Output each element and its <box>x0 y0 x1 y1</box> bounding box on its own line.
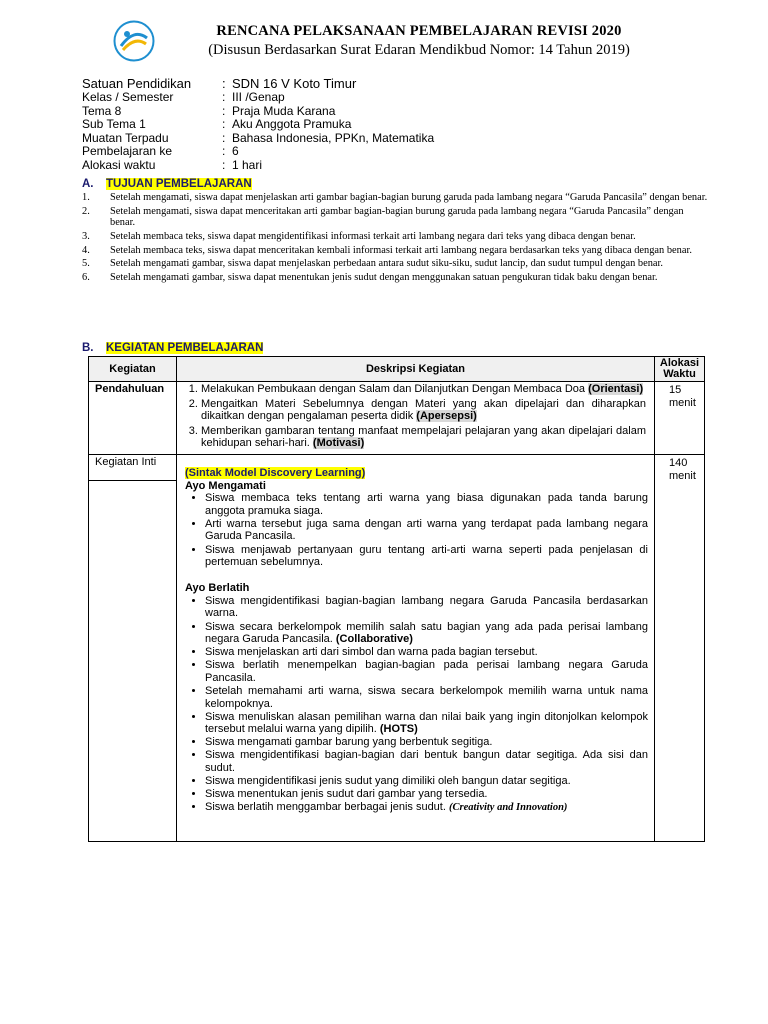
item-number: 5. <box>82 258 90 270</box>
list-item: • Siswa menjawab pertanyaan guru tentang arti-arti warna seperti pada penjelasan di pertemuan sebelumnya. <box>205 544 648 569</box>
identity-label: Satuan Pendidikan <box>82 76 192 91</box>
item-text: Siswa mengidentifikasi bagian-bagian lambang negara Garuda Pancasila berdasarkan warna. <box>205 594 648 620</box>
item-number: 3. <box>82 230 90 242</box>
item-text: Siswa berlatih menempelkan bagian-bagian pada perisai lambang negara Garuda Pancasila. <box>205 659 648 684</box>
section-number: A. <box>82 178 94 190</box>
column-header: Kegiatan <box>89 357 177 382</box>
identity-label: Tema 8 <box>82 103 122 118</box>
table-header-row <box>89 357 705 382</box>
item-text: Setelah mengamati gambar, siswa dapat menentukan jenis sudut dengan menggunakan satuan pengukuran tidak baku dengan benar. <box>110 272 658 284</box>
identity-label: Pembelajaran ke <box>82 144 173 159</box>
observe-list <box>185 492 648 569</box>
list-item <box>205 749 648 774</box>
identity-label: Sub Tema 1 <box>82 117 146 132</box>
identity-value: SDN 16 V Koto Timur <box>232 76 357 91</box>
item-tag: (HOTS) <box>379 723 418 736</box>
section-number: B. <box>82 342 94 354</box>
list-item <box>201 425 646 450</box>
item-number: 4. <box>82 244 90 256</box>
phase-cell <box>89 454 177 841</box>
spacer <box>185 458 648 467</box>
identity-sep: : <box>222 103 226 118</box>
practice-list <box>185 595 648 815</box>
column-header: Alokasi Waktu <box>655 357 705 382</box>
subsection-title: Ayo Mengamati <box>185 479 266 492</box>
list-item <box>205 788 648 801</box>
list-item <box>205 685 648 710</box>
step-text: Melakukan Pembukaan dengan Salam dan Dilanjutkan Dengan Membaca Doa <box>201 383 586 395</box>
identity-row <box>82 132 434 146</box>
document-subtitle: (Disusun Berdasarkan Surat Edaran Mendikbud Nomor: 14 Tahun 2019) <box>208 42 630 58</box>
description-cell <box>177 382 655 455</box>
item-number: 2. <box>82 205 90 217</box>
table-row <box>89 382 705 455</box>
identity-row <box>82 77 434 91</box>
identity-value: 6 <box>232 144 239 159</box>
identity-value: 1 hari <box>232 157 263 172</box>
step-tag: (Orientasi) <box>588 383 644 395</box>
list-item <box>82 206 708 228</box>
sintak-label: (Sintak Model Discovery Learning) <box>185 466 366 479</box>
identity-value: III /Genap <box>232 90 285 104</box>
step-text: Mengaitkan Materi Sebelumnya dengan Materi yang akan dipelajari dan diharapkan dikaitkan dengan pengalaman peserta didik <box>201 397 646 423</box>
list-item <box>205 711 648 736</box>
section-a-heading <box>82 178 252 190</box>
item-number: 6. <box>82 272 90 284</box>
time-cell: 15 menit <box>655 382 705 455</box>
identity-block <box>82 77 434 173</box>
item-text: Setelah memahami arti warna, siswa secara berkelompok memilih warna untuk nama kelompoknya. <box>205 684 648 710</box>
phase-label: Kegiatan Inti <box>89 455 176 481</box>
item-text: Siswa mengamati gambar barung yang berbentuk segitiga. <box>205 736 493 749</box>
opening-steps <box>177 382 654 454</box>
item-text: Siswa menjelaskan arti dari simbol dan warna pada bagian tersebut. <box>205 646 538 659</box>
list-item <box>82 245 708 256</box>
list-item <box>205 621 648 646</box>
document-title: RENCANA PELAKSANAAN PEMBELAJARAN REVISI 2020 <box>216 23 622 39</box>
identity-value: Praja Muda Karana <box>232 103 336 118</box>
identity-label: Muatan Terpadu <box>82 130 169 145</box>
description-cell <box>177 454 655 841</box>
identity-value: Aku Anggota Pramuka <box>232 117 352 132</box>
step-tag: (Apersepsi) <box>416 410 477 423</box>
time-cell: 140 menit <box>655 454 705 841</box>
identity-row <box>82 118 434 132</box>
list-item <box>201 383 646 396</box>
objectives-list <box>82 192 708 286</box>
list-item <box>82 258 708 269</box>
identity-row <box>82 145 434 159</box>
item-text: Setelah membaca teks, siswa dapat mengidentifikasi informasi terkait arti lambang negara dari teks yang dibaca dengan benar. <box>110 230 636 242</box>
item-text: Setelah mengamati gambar, siswa dapat menjelaskan perbedaan antara sudut siku-siku, sudut lancip, dan sudut tumpul dengan benar. <box>110 258 664 270</box>
item-text: Siswa secara berkelompok memilih salah satu bagian yang ada pada perisai lambang negara Garuda Pancasila. <box>205 620 648 646</box>
item-text: Siswa mengidentifikasi bagian-bagian dari bentuk bangun datar segitiga. Ada sisi dan sudut. <box>205 749 648 775</box>
item-text: Siswa mengidentifikasi jenis sudut yang dimiliki oleh bangun datar segitiga. <box>205 775 571 788</box>
list-item: • Siswa membaca teks tentang arti warna yang biasa digunakan pada tanda barung anggota pramuka siaga. <box>205 492 648 517</box>
identity-value: Bahasa Indonesia, PPKn, Matematika <box>232 130 435 145</box>
list-item: • Arti warna tersebut juga sama dengan arti warna yang terdapat pada lambang negara Garuda Pancasila. <box>205 518 648 543</box>
step-tag: (Motivasi) <box>312 437 365 450</box>
step-text: Memberikan gambaran tentang manfaat mempelajari pelajaran yang akan dipelajari dalam kehidupan sehari-hari. <box>201 424 646 450</box>
identity-label: Alokasi waktu <box>82 157 156 172</box>
phase-cell: Pendahuluan <box>89 382 177 455</box>
list-item <box>205 775 648 788</box>
subsection-title: Ayo Berlatih <box>185 582 250 595</box>
list-item <box>82 192 708 203</box>
item-text: Siswa berlatih menggambar berbagai jenis sudut. <box>205 801 446 814</box>
section-b-heading <box>82 342 263 354</box>
column-header: Deskripsi Kegiatan <box>177 357 655 382</box>
list-item <box>82 231 708 242</box>
item-text: Siswa menentukan jenis sudut dari gambar yang tersedia. <box>205 788 488 801</box>
item-number: 1. <box>82 192 90 203</box>
item-text: Siswa menuliskan alasan pemilihan warna dan nilai baik yang ingin ditonjolkan kelompok tersebut melalui warna yang dipilih. <box>205 710 648 736</box>
table-row <box>89 454 705 841</box>
identity-label: Kelas / Semester <box>82 90 174 104</box>
section-title: TUJUAN PEMBELAJARAN <box>106 178 252 190</box>
identity-row <box>82 105 434 119</box>
item-text: Setelah mengamati, siswa dapat menjelaskan arti gambar bagian-bagian burung garuda pada lambang negara “Garuda Pancasila” dengan benar. <box>110 192 708 203</box>
identity-sep: : <box>222 144 226 159</box>
list-item <box>205 801 648 815</box>
identity-sep: : <box>222 157 226 172</box>
list-item <box>205 595 648 620</box>
identity-sep: : <box>222 76 226 91</box>
identity-row <box>82 91 434 105</box>
item-tag: (Creativity and Innovation) <box>448 802 568 814</box>
identity-sep: : <box>222 130 226 145</box>
identity-sep: : <box>222 90 226 104</box>
list-item <box>82 272 708 283</box>
spacer <box>185 569 648 582</box>
section-title: KEGIATAN PEMBELAJARAN <box>106 342 264 354</box>
item-tag: (Collaborative) <box>335 633 413 646</box>
list-item <box>205 736 648 749</box>
list-item <box>205 659 648 684</box>
item-text: Setelah membaca teks, siswa dapat menceritakan kembali informasi terkait arti lambang negara berdasarkan teks yang dibaca dengan benar. <box>110 244 692 256</box>
list-item <box>201 398 646 423</box>
identity-row <box>82 159 434 173</box>
identity-sep: : <box>222 117 226 132</box>
activities-table <box>88 356 705 842</box>
list-item <box>205 646 648 659</box>
item-text: Setelah mengamati, siswa dapat menceritakan arti gambar bagian-bagian burung garuda pada lambang negara “Garuda Pancasila” dengan benar. <box>110 205 684 228</box>
